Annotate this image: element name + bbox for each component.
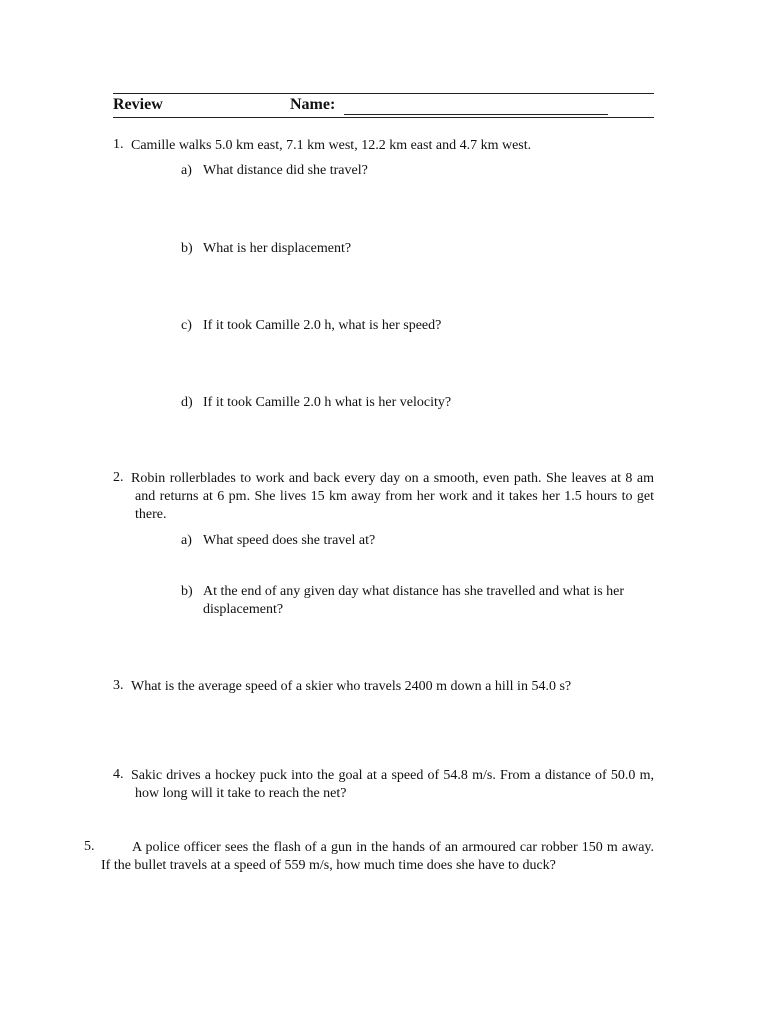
name-blank-line[interactable] — [344, 114, 608, 115]
sub-text: At the end of any given day what distance has she travelled and what is her displacement? — [203, 584, 625, 617]
sub-letter: b) — [181, 584, 193, 599]
worksheet-title: Review — [113, 96, 163, 113]
question-2-text: Robin rollerblades to work and back every day on a smooth, even path. She leaves at 8 am and returns at 6 pm. She lives 15 km away from her work and it takes her 1.5 hours to get there. — [131, 471, 654, 522]
question-number: 3. — [113, 678, 124, 693]
sub-text: If it took Camille 2.0 h what is her velocity? — [203, 395, 452, 410]
name-label: Name: — [290, 96, 336, 113]
header-bottom-rule — [113, 117, 654, 118]
worksheet-header — [113, 96, 654, 116]
sub-letter: c) — [181, 318, 192, 333]
question-1-text: Camille walks 5.0 km east, 7.1 km west, 12.2 km east and 4.7 km west. — [131, 138, 532, 153]
question-4-text: Sakic drives a hockey puck into the goal at a speed of 54.8 m/s. From a distance of 50.0 m, how long will it take to reach the net? — [131, 768, 654, 801]
question-number: 1. — [113, 137, 124, 152]
sub-letter: b) — [181, 241, 193, 256]
question-number: 5. — [84, 839, 95, 854]
question-number: 2. — [113, 470, 124, 485]
question-number: 4. — [113, 767, 124, 782]
sub-text: What speed does she travel at? — [203, 533, 376, 548]
sub-letter: a) — [181, 163, 192, 178]
question-5-text: A police officer sees the flash of a gun in the hands of an armoured car robber 150 m away. If the bullet travels at a speed of 559 m/s, how much time does she have to duck? — [101, 840, 654, 873]
header-top-rule — [113, 93, 654, 94]
sub-letter: d) — [181, 395, 193, 410]
sub-text: What distance did she travel? — [203, 163, 368, 178]
sub-text: What is her displacement? — [203, 241, 352, 256]
sub-letter: a) — [181, 533, 192, 548]
question-3-text: What is the average speed of a skier who travels 2400 m down a hill in 54.0 s? — [131, 679, 572, 694]
sub-text: If it took Camille 2.0 h, what is her speed? — [203, 318, 442, 333]
